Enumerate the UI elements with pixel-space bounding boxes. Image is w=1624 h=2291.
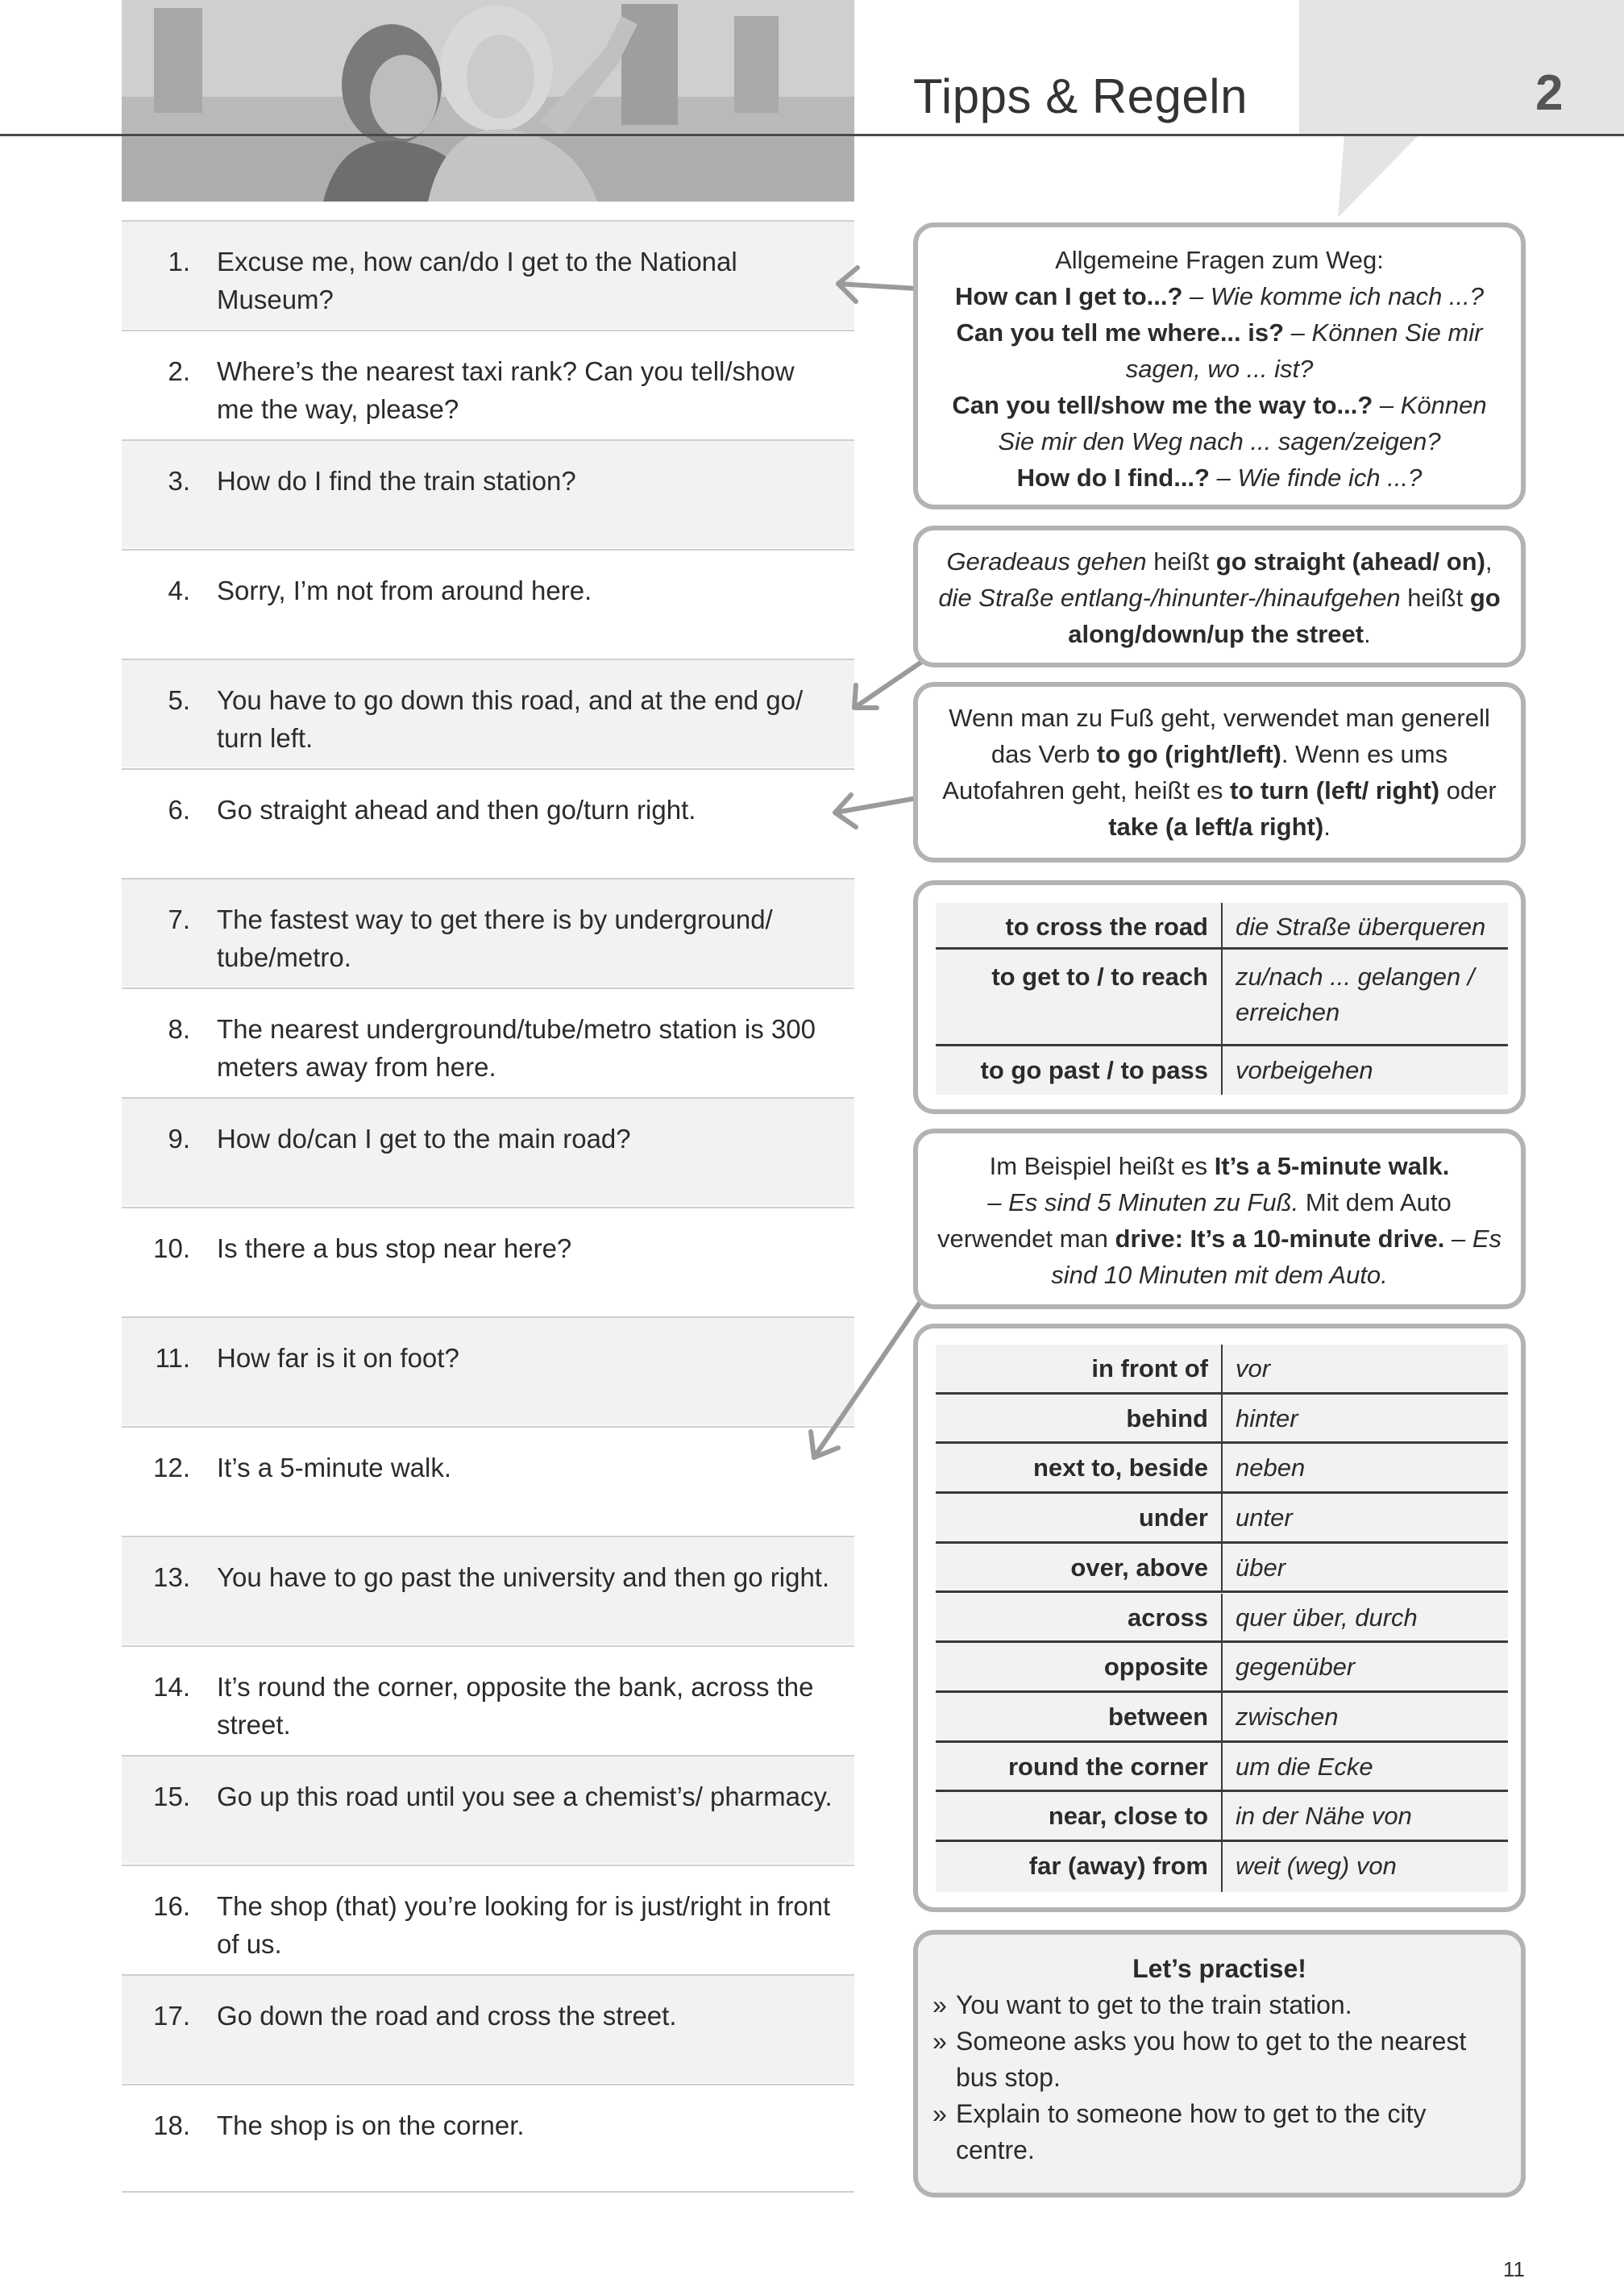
column-divider: [1221, 1693, 1223, 1740]
phrase-text: The nearest underground/tube/metro station is 300 meters away from here.: [217, 1014, 816, 1082]
tip-text-part: . Wenn es ums Autofahren geht, heißt es: [942, 740, 1448, 805]
tip-text-part: –: [1444, 1224, 1472, 1253]
vocab-row: [936, 1643, 1508, 1693]
phrase-number: 10.: [153, 1233, 190, 1263]
vocab-de: in der Nähe von: [1236, 1802, 1412, 1831]
phrase-number: 9.: [168, 1124, 190, 1154]
tip-text-part: oder: [1439, 776, 1497, 805]
question-sep: –: [1284, 318, 1312, 347]
practise-title: Let’s practise!: [1132, 1954, 1306, 1983]
arrow-line: [838, 284, 917, 289]
vocab-en: over, above: [1070, 1553, 1208, 1582]
vocab-en: to go past / to pass: [980, 1056, 1208, 1084]
vocab-de: über: [1236, 1553, 1286, 1582]
phrase-text: Is there a bus stop near here?: [217, 1233, 572, 1263]
tip-text-part: take (a left/a right): [1108, 813, 1324, 841]
column-divider: [1221, 1494, 1223, 1541]
vocab-row: [936, 1444, 1508, 1494]
vocab-en: to cross the road: [1005, 913, 1208, 941]
phrase-number: 1.: [168, 247, 190, 276]
vocab-row: [936, 1345, 1508, 1395]
bullet-mark: »: [932, 1990, 947, 2019]
question-sep: –: [1209, 464, 1238, 492]
phrase-text: You have to go down this road, and at the end go/ turn left.: [217, 685, 804, 753]
vocab-row: [936, 1544, 1508, 1594]
vocab-de: zwischen: [1236, 1702, 1339, 1731]
vocab-row: [936, 1792, 1508, 1842]
vocab-de: vor: [1236, 1354, 1271, 1382]
bullet-mark: »: [932, 2099, 947, 2128]
tip-text-part: Geradeaus gehen: [946, 547, 1147, 576]
phrase-number: 12.: [153, 1453, 190, 1482]
vocab-row: [936, 950, 1508, 1046]
vocab-de: unter: [1236, 1503, 1293, 1532]
column-divider: [1221, 950, 1223, 1044]
vocab-row: [936, 1693, 1508, 1743]
question-sep: –: [1182, 282, 1211, 310]
tip-heading: Allgemeine Fragen zum Weg:: [1055, 246, 1384, 274]
tip-text-part: drive: It’s a 10-minute drive.: [1115, 1224, 1445, 1253]
column-divider: [1221, 1842, 1223, 1892]
tip-text-part: Es sind 10 Minuten mit dem Auto.: [1051, 1224, 1502, 1289]
tip-text-part: to turn (left/ right): [1230, 776, 1440, 805]
vocab-en: near, close to: [1048, 1802, 1208, 1831]
vocab-en: far (away) from: [1028, 1852, 1208, 1880]
phrase-text: The shop (that) you’re looking for is just/right in front of us.: [217, 1891, 831, 1959]
phrase-number: 7.: [168, 904, 190, 934]
column-divider: [1221, 1345, 1223, 1392]
practise-item: [932, 1987, 1489, 2023]
question-de: Können Sie mir den Weg nach ... sagen/zeigen?: [998, 391, 1487, 455]
tip-box-on-foot: [913, 682, 1526, 863]
phrase-text: It’s a 5-minute walk.: [217, 1453, 452, 1482]
phrase-text: How do I find the train station?: [217, 466, 576, 496]
tip-text-part: – Es sind 5 Minuten zu Fuß.: [987, 1188, 1299, 1216]
tip-box-walk-drive: [913, 1129, 1526, 1309]
vocab-de: neben: [1236, 1453, 1306, 1482]
chapter-number: 2: [1535, 65, 1564, 121]
vocab-en: opposite: [1103, 1653, 1208, 1682]
question-en: Can you tell me where... is?: [956, 318, 1285, 347]
column-divider: [1221, 1594, 1223, 1641]
phrase-number: 5.: [168, 685, 190, 715]
tip-text-part: to go (right/left): [1096, 740, 1281, 768]
practise-item-text: Explain to someone how to get to the city centre.: [956, 2099, 1427, 2164]
practise-item: [932, 2023, 1489, 2096]
vocab-row: [936, 1494, 1508, 1544]
phrase-number: 13.: [153, 1562, 190, 1592]
phrase-number: 2.: [168, 356, 190, 386]
tip-text-part: Im Beispiel heißt es: [989, 1152, 1215, 1180]
vocab-en: under: [1138, 1503, 1208, 1532]
phrase-text: The shop is on the corner.: [217, 2110, 525, 2140]
tip-text-part: die Straße entlang-/hinunter-/hinaufgehen: [938, 584, 1401, 612]
practise-box: [913, 1930, 1526, 2197]
column-divider: [1221, 1792, 1223, 1840]
phrase-number: 8.: [168, 1014, 190, 1044]
vocab-de: um die Ecke: [1236, 1752, 1373, 1781]
vocab-en: across: [1128, 1603, 1208, 1632]
question-en: How do I find...?: [1016, 464, 1210, 492]
vocab-en: in front of: [1091, 1354, 1208, 1382]
column-divider: [1221, 1395, 1223, 1442]
tip-text-part: go straight (ahead/ on): [1215, 547, 1485, 576]
vocab-de: vorbeigehen: [1236, 1056, 1373, 1084]
vocab-de: zu/nach ... gelangen / erreichen: [1236, 963, 1475, 1026]
column-divider: [1221, 1743, 1223, 1790]
column-divider: [1221, 1046, 1223, 1095]
phrase-text: You have to go past the university and then go right.: [217, 1562, 830, 1592]
phrase-number: 4.: [168, 576, 190, 605]
vocab-de: gegenüber: [1236, 1653, 1356, 1682]
column-divider: [1221, 1544, 1223, 1591]
phrase-number: 11.: [155, 1343, 190, 1373]
vocab-en: behind: [1126, 1403, 1208, 1432]
question-en: How can I get to...?: [954, 282, 1183, 310]
question-de: Können Sie mir sagen, wo ... ist?: [1125, 318, 1483, 383]
vocab-de: quer über, durch: [1236, 1603, 1418, 1632]
vocab-row: [936, 1594, 1508, 1644]
phrase-text: How far is it on foot?: [217, 1343, 459, 1373]
phrase-number: 17.: [153, 2001, 190, 2031]
arrow-line: [814, 1295, 925, 1457]
tip-text-part: Mit dem Auto verwendet man: [937, 1188, 1452, 1253]
phrase-text: Where’s the nearest taxi rank? Can you tell/show me the way, please?: [217, 356, 795, 424]
question-sep: –: [1373, 391, 1401, 419]
question-de: Wie finde ich ...?: [1237, 464, 1423, 492]
tip-text-part: Wenn man zu Fuß geht, verwendet man generell das Verb: [949, 704, 1490, 768]
tip-text-part: go along/down/up the street: [1068, 584, 1501, 648]
phrase-text: How do/can I get to the main road?: [217, 1124, 631, 1154]
tip-text-part: .: [1323, 813, 1331, 841]
vocab-de: hinter: [1236, 1403, 1298, 1432]
tip-box-general-questions: [913, 222, 1526, 509]
question-de: Wie komme ich nach ...?: [1210, 282, 1485, 310]
vocab-box-movement: [913, 880, 1526, 1114]
phrase-text: Go up this road until you see a chemist’s/ pharmacy.: [217, 1782, 833, 1811]
vocab-row: [936, 1743, 1508, 1793]
vocab-row: [936, 1395, 1508, 1445]
tip-text-part: heißt: [1146, 547, 1216, 576]
vocab-en: next to, beside: [1032, 1453, 1208, 1482]
vocab-row: [936, 1046, 1508, 1095]
vocab-row: [936, 903, 1508, 950]
phrase-number: 6.: [168, 795, 190, 825]
phrase-text: Go straight ahead and then go/turn right.: [217, 795, 696, 825]
vocab-table: [936, 903, 1508, 1096]
phrase-text: Excuse me, how can/do I get to the National Museum?: [217, 247, 737, 314]
bullet-mark: »: [932, 2027, 947, 2056]
practise-item-text: You want to get to the train station.: [956, 1990, 1352, 2019]
phrase-text: It’s round the corner, opposite the bank, across the street.: [217, 1672, 814, 1740]
vocab-table: [936, 1345, 1508, 1893]
vocab-box-prepositions: [913, 1324, 1526, 1912]
tip-box-straight-ahead: [913, 526, 1526, 667]
phrase-number: 14.: [153, 1672, 190, 1702]
phrase-text: Go down the road and cross the street.: [217, 2001, 677, 2031]
vocab-de: die Straße überqueren: [1236, 913, 1486, 941]
phrase-number: 15.: [153, 1782, 190, 1811]
phrase-number: 18.: [153, 2110, 190, 2140]
page-number: 11: [1503, 2257, 1525, 2281]
tip-text-part: .: [1364, 620, 1371, 648]
question-en: Can you tell/show me the way to...?: [952, 391, 1373, 419]
vocab-en: to get to / to reach: [991, 963, 1208, 991]
practise-item-text: Someone asks you how to get to the nearest bus stop.: [956, 2027, 1467, 2092]
phrase-number: 3.: [168, 466, 190, 496]
practise-item: [932, 2096, 1489, 2168]
column-divider: [1221, 903, 1223, 947]
tip-text-part: heißt: [1400, 584, 1470, 612]
tip-text-part: It’s a 5-minute walk.: [1214, 1152, 1450, 1180]
page-title: Tipps & Regeln: [913, 69, 1248, 123]
column-divider: [1221, 1643, 1223, 1690]
vocab-de: weit (weg) von: [1236, 1852, 1397, 1880]
vocab-row: [936, 1842, 1508, 1892]
phrase-number: 16.: [153, 1891, 190, 1921]
vocab-en: round the corner: [1007, 1752, 1208, 1781]
vocab-en: between: [1107, 1702, 1208, 1731]
column-divider: [1221, 1444, 1223, 1491]
phrase-text: The fastest way to get there is by underground/ tube/metro.: [217, 904, 773, 972]
phrase-text: Sorry, I’m not from around here.: [217, 576, 592, 605]
tip-text-part: ,: [1485, 547, 1493, 576]
